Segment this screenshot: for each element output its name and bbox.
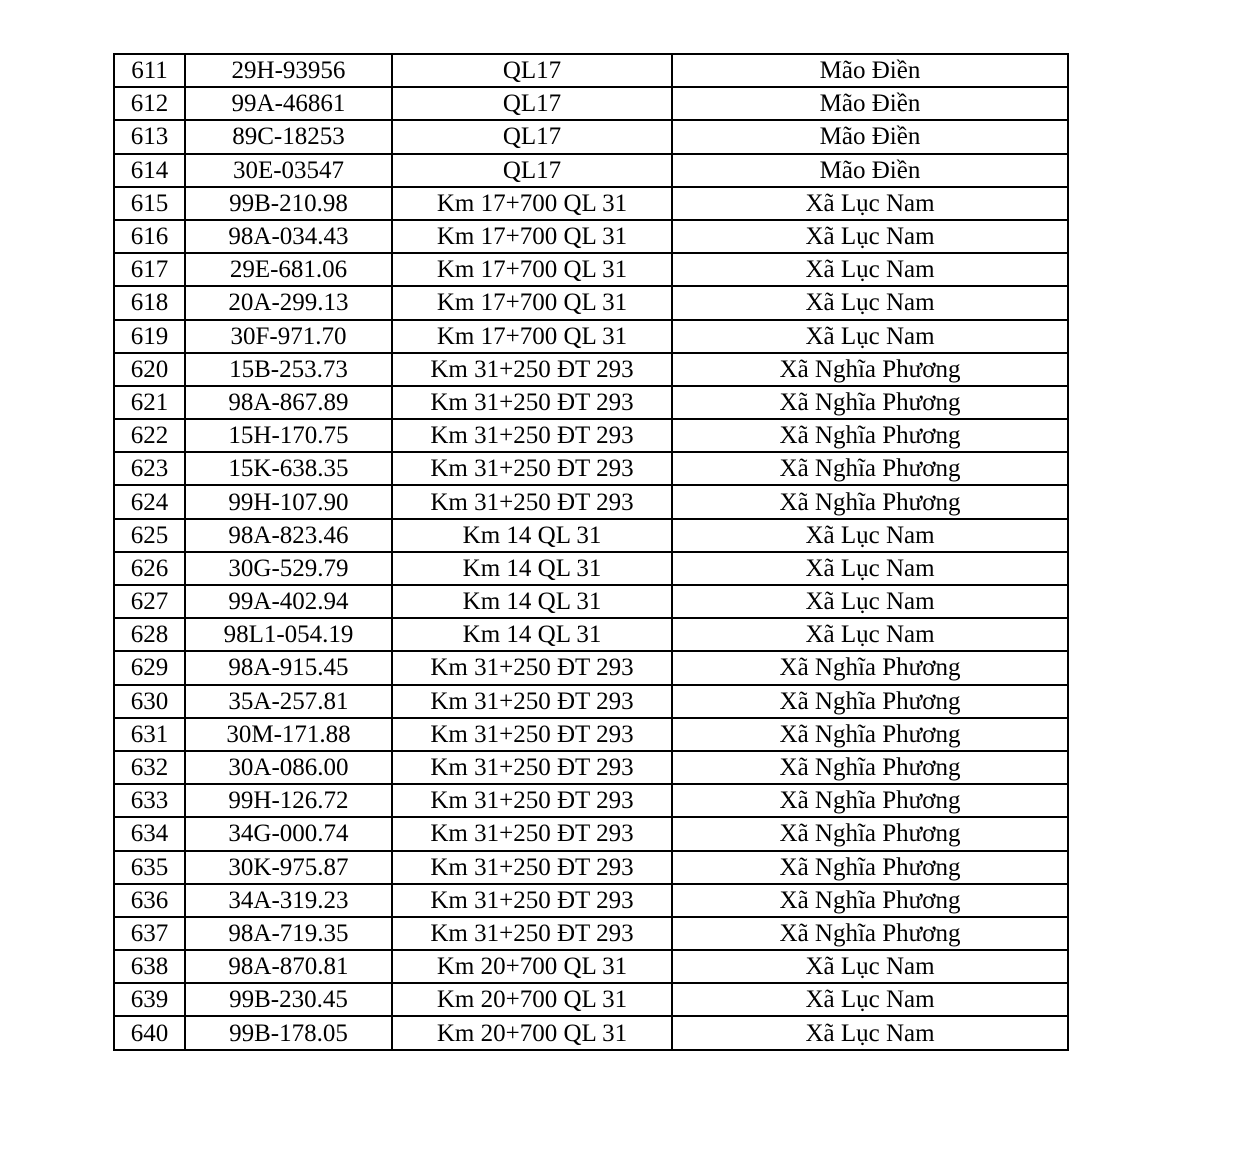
commune-cell: Xã Lục Nam: [672, 618, 1068, 651]
commune-cell: Xã Lục Nam: [672, 320, 1068, 353]
table-row: [114, 718, 1068, 751]
location-cell: Km 17+700 QL 31: [392, 320, 672, 353]
location-cell: Km 20+700 QL 31: [392, 983, 672, 1016]
commune-cell: Mão Điền: [672, 87, 1068, 120]
license-plate-cell: 99B-178.05: [185, 1016, 392, 1049]
license-plate-cell: 30E-03547: [185, 154, 392, 187]
location-cell: QL17: [392, 120, 672, 153]
commune-cell: Xã Lục Nam: [672, 950, 1068, 983]
location-cell: Km 31+250 ĐT 293: [392, 817, 672, 850]
row-number-cell: 640: [114, 1016, 185, 1049]
table-row: [114, 1016, 1068, 1049]
row-number-cell: 614: [114, 154, 185, 187]
location-cell: Km 31+250 ĐT 293: [392, 419, 672, 452]
commune-cell: Xã Lục Nam: [672, 220, 1068, 253]
table-row: [114, 651, 1068, 684]
table-row: [114, 618, 1068, 651]
table-row: [114, 519, 1068, 552]
row-number-cell: 630: [114, 685, 185, 718]
row-number-cell: 611: [114, 54, 185, 87]
commune-cell: Xã Nghĩa Phương: [672, 685, 1068, 718]
license-plate-cell: 98A-823.46: [185, 519, 392, 552]
commune-cell: Xã Nghĩa Phương: [672, 851, 1068, 884]
license-plate-cell: 15K-638.35: [185, 452, 392, 485]
table-row: [114, 154, 1068, 187]
table-row: [114, 751, 1068, 784]
license-plate-cell: 98A-870.81: [185, 950, 392, 983]
commune-cell: Xã Nghĩa Phương: [672, 718, 1068, 751]
commune-cell: Xã Nghĩa Phương: [672, 452, 1068, 485]
row-number-cell: 623: [114, 452, 185, 485]
commune-cell: Mão Điền: [672, 54, 1068, 87]
location-cell: Km 20+700 QL 31: [392, 950, 672, 983]
table-body: [114, 54, 1068, 1050]
license-plate-cell: 98A-867.89: [185, 386, 392, 419]
table-row: [114, 353, 1068, 386]
row-number-cell: 620: [114, 353, 185, 386]
row-number-cell: 616: [114, 220, 185, 253]
license-plate-cell: 29E-681.06: [185, 253, 392, 286]
table-row: [114, 950, 1068, 983]
row-number-cell: 634: [114, 817, 185, 850]
location-cell: Km 17+700 QL 31: [392, 286, 672, 319]
table-row: [114, 320, 1068, 353]
license-plate-cell: 30K-975.87: [185, 851, 392, 884]
location-cell: QL17: [392, 87, 672, 120]
location-cell: Km 31+250 ĐT 293: [392, 485, 672, 518]
license-plate-cell: 30M-171.88: [185, 718, 392, 751]
commune-cell: Xã Nghĩa Phương: [672, 485, 1068, 518]
row-number-cell: 632: [114, 751, 185, 784]
location-cell: Km 31+250 ĐT 293: [392, 851, 672, 884]
row-number-cell: 621: [114, 386, 185, 419]
row-number-cell: 638: [114, 950, 185, 983]
row-number-cell: 635: [114, 851, 185, 884]
location-cell: Km 14 QL 31: [392, 519, 672, 552]
table-row: [114, 685, 1068, 718]
row-number-cell: 631: [114, 718, 185, 751]
license-plate-cell: 98L1-054.19: [185, 618, 392, 651]
commune-cell: Xã Lục Nam: [672, 253, 1068, 286]
location-cell: Km 31+250 ĐT 293: [392, 685, 672, 718]
row-number-cell: 628: [114, 618, 185, 651]
row-number-cell: 622: [114, 419, 185, 452]
license-plate-cell: 99B-230.45: [185, 983, 392, 1016]
table-row: [114, 917, 1068, 950]
commune-cell: Xã Nghĩa Phương: [672, 817, 1068, 850]
table-row: [114, 485, 1068, 518]
license-plate-cell: 30F-971.70: [185, 320, 392, 353]
location-cell: Km 14 QL 31: [392, 552, 672, 585]
location-cell: Km 14 QL 31: [392, 585, 672, 618]
location-cell: Km 31+250 ĐT 293: [392, 784, 672, 817]
row-number-cell: 637: [114, 917, 185, 950]
row-number-cell: 619: [114, 320, 185, 353]
license-plate-cell: 99H-107.90: [185, 485, 392, 518]
commune-cell: Xã Nghĩa Phương: [672, 651, 1068, 684]
row-number-cell: 615: [114, 187, 185, 220]
license-plate-cell: 29H-93956: [185, 54, 392, 87]
table-row: [114, 585, 1068, 618]
location-cell: Km 17+700 QL 31: [392, 253, 672, 286]
license-plate-cell: 15H-170.75: [185, 419, 392, 452]
row-number-cell: 636: [114, 884, 185, 917]
row-number-cell: 617: [114, 253, 185, 286]
commune-cell: Mão Điền: [672, 120, 1068, 153]
location-cell: QL17: [392, 154, 672, 187]
table-row: [114, 120, 1068, 153]
table-row: [114, 817, 1068, 850]
license-plate-cell: 20A-299.13: [185, 286, 392, 319]
commune-cell: Xã Nghĩa Phương: [672, 751, 1068, 784]
commune-cell: Xã Lục Nam: [672, 585, 1068, 618]
location-cell: QL17: [392, 54, 672, 87]
row-number-cell: 612: [114, 87, 185, 120]
location-cell: Km 20+700 QL 31: [392, 1016, 672, 1049]
table-row: [114, 784, 1068, 817]
table-row: [114, 187, 1068, 220]
license-plate-cell: 30G-529.79: [185, 552, 392, 585]
row-number-cell: 613: [114, 120, 185, 153]
table-row: [114, 286, 1068, 319]
table-row: [114, 452, 1068, 485]
location-cell: Km 14 QL 31: [392, 618, 672, 651]
row-number-cell: 629: [114, 651, 185, 684]
location-cell: Km 31+250 ĐT 293: [392, 718, 672, 751]
location-cell: Km 31+250 ĐT 293: [392, 884, 672, 917]
table-row: [114, 54, 1068, 87]
commune-cell: Xã Lục Nam: [672, 1016, 1068, 1049]
commune-cell: Xã Nghĩa Phương: [672, 884, 1068, 917]
row-number-cell: 618: [114, 286, 185, 319]
location-cell: Km 17+700 QL 31: [392, 187, 672, 220]
license-plate-cell: 89C-18253: [185, 120, 392, 153]
commune-cell: Xã Nghĩa Phương: [672, 784, 1068, 817]
commune-cell: Xã Nghĩa Phương: [672, 353, 1068, 386]
commune-cell: Xã Nghĩa Phương: [672, 917, 1068, 950]
table-row: [114, 851, 1068, 884]
commune-cell: Xã Lục Nam: [672, 983, 1068, 1016]
license-plate-cell: 98A-034.43: [185, 220, 392, 253]
violation-table: [113, 53, 1069, 1051]
license-plate-cell: 34G-000.74: [185, 817, 392, 850]
license-plate-cell: 35A-257.81: [185, 685, 392, 718]
location-cell: Km 31+250 ĐT 293: [392, 651, 672, 684]
license-plate-cell: 99B-210.98: [185, 187, 392, 220]
license-plate-cell: 99A-402.94: [185, 585, 392, 618]
commune-cell: Mão Điền: [672, 154, 1068, 187]
commune-cell: Xã Lục Nam: [672, 519, 1068, 552]
row-number-cell: 627: [114, 585, 185, 618]
row-number-cell: 625: [114, 519, 185, 552]
location-cell: Km 31+250 ĐT 293: [392, 386, 672, 419]
table-row: [114, 983, 1068, 1016]
license-plate-cell: 98A-719.35: [185, 917, 392, 950]
location-cell: Km 31+250 ĐT 293: [392, 353, 672, 386]
table-row: [114, 220, 1068, 253]
license-plate-cell: 99H-126.72: [185, 784, 392, 817]
license-plate-cell: 98A-915.45: [185, 651, 392, 684]
row-number-cell: 624: [114, 485, 185, 518]
row-number-cell: 633: [114, 784, 185, 817]
commune-cell: Xã Lục Nam: [672, 286, 1068, 319]
table-row: [114, 253, 1068, 286]
location-cell: Km 31+250 ĐT 293: [392, 917, 672, 950]
license-plate-cell: 34A-319.23: [185, 884, 392, 917]
table-row: [114, 419, 1068, 452]
commune-cell: Xã Nghĩa Phương: [672, 419, 1068, 452]
table-row: [114, 552, 1068, 585]
row-number-cell: 639: [114, 983, 185, 1016]
license-plate-cell: 30A-086.00: [185, 751, 392, 784]
license-plate-cell: 99A-46861: [185, 87, 392, 120]
location-cell: Km 31+250 ĐT 293: [392, 751, 672, 784]
table-row: [114, 884, 1068, 917]
row-number-cell: 626: [114, 552, 185, 585]
commune-cell: Xã Nghĩa Phương: [672, 386, 1068, 419]
table-row: [114, 87, 1068, 120]
location-cell: Km 31+250 ĐT 293: [392, 452, 672, 485]
table-row: [114, 386, 1068, 419]
license-plate-cell: 15B-253.73: [185, 353, 392, 386]
location-cell: Km 17+700 QL 31: [392, 220, 672, 253]
commune-cell: Xã Lục Nam: [672, 552, 1068, 585]
commune-cell: Xã Lục Nam: [672, 187, 1068, 220]
